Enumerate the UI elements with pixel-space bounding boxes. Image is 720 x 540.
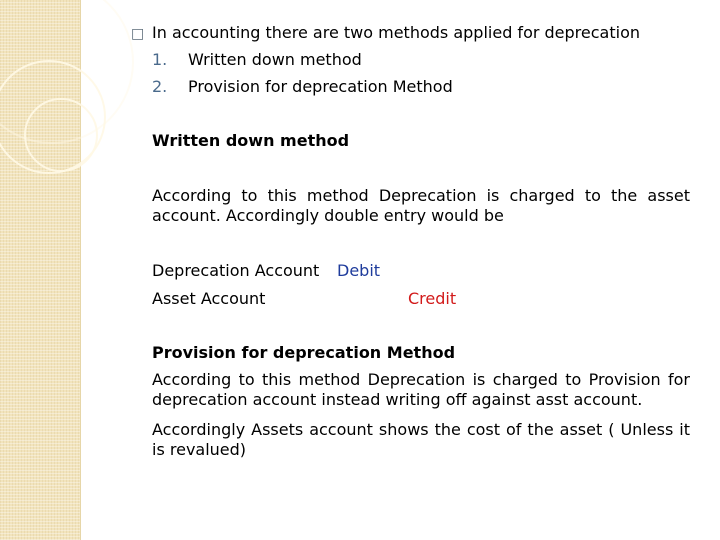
section-paragraph: Accordingly Assets account shows the cost of the asset ( Unless it is revalued) — [152, 420, 690, 459]
list-number: 1. — [152, 50, 168, 69]
journal-account: Asset Account — [152, 289, 266, 308]
decorative-circle — [24, 98, 98, 172]
decorative-side-panel — [0, 0, 81, 540]
journal-account: Deprecation Account — [152, 261, 320, 280]
credit-label: Credit — [408, 289, 457, 308]
list-item: Written down method — [188, 50, 362, 69]
section-paragraph: According to this method Deprecation is charged to the asset account. Accordingly double entry would be — [152, 186, 690, 225]
list-item: Provision for deprecation Method — [188, 77, 453, 96]
square-bullet-icon: □ — [131, 26, 145, 42]
section-heading: Written down method — [152, 131, 350, 150]
intro-text: In accounting there are two methods applied for deprecation — [152, 23, 640, 42]
section-paragraph: According to this method Deprecation is charged to Provision for deprecation account instead writing off against asst account. — [152, 370, 690, 409]
list-number: 2. — [152, 77, 168, 96]
section-heading: Provision for deprecation Method — [152, 343, 456, 362]
debit-label: Debit — [337, 261, 381, 280]
